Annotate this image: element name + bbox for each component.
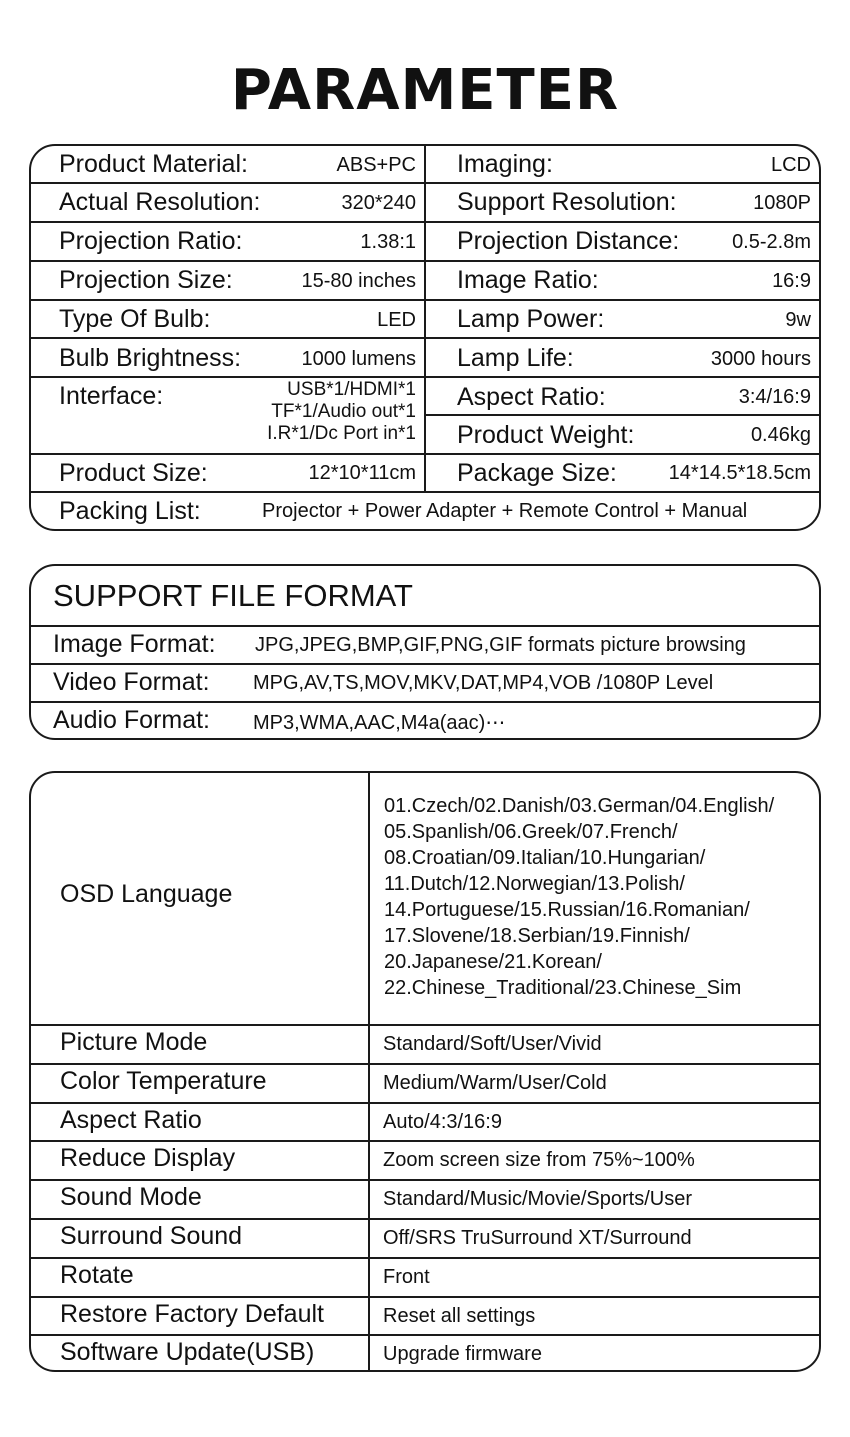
aspect-ratio-value: 3:4/16:9: [738, 386, 811, 408]
param-value: LCD: [770, 154, 811, 176]
param-label: Support Resolution:: [457, 188, 677, 216]
file-format-table: [29, 564, 821, 740]
row-divider: [31, 1218, 819, 1220]
parameter-table: [29, 144, 821, 531]
packing-list-label: Packing List:: [59, 497, 201, 525]
osd-setting-label: Color Temperature: [60, 1067, 267, 1095]
osd-setting-label: Surround Sound: [60, 1222, 243, 1250]
interface-line: TF*1/Audio out*1: [271, 401, 416, 422]
osd-setting-label: Software Update(USB): [60, 1338, 315, 1366]
param-label: Type Of Bulb:: [59, 305, 211, 333]
row-divider: [31, 1063, 819, 1065]
param-value: LED: [377, 309, 416, 331]
aspect-ratio-label: Aspect Ratio:: [457, 383, 606, 411]
osd-setting-value: Auto/4:3/16:9: [383, 1111, 502, 1133]
format-label: Audio Format:: [53, 706, 211, 734]
osd-setting-value: Standard/Soft/User/Vivid: [383, 1033, 602, 1055]
file-format-heading: SUPPORT FILE FORMAT: [53, 578, 413, 613]
param-label: Lamp Life:: [457, 344, 574, 372]
param-value: 1000 lumens: [301, 348, 416, 370]
osd-setting-value: Off/SRS TruSurround XT/Surround: [383, 1227, 692, 1249]
osd-setting-value: Front: [383, 1266, 430, 1288]
row-divider: [426, 414, 819, 416]
param-value: 15-80 inches: [301, 270, 416, 292]
row-divider: [31, 221, 819, 223]
row-divider: [31, 1024, 819, 1026]
osd-language-line: 01.Czech/02.Danish/03.German/04.English/: [384, 795, 775, 817]
osd-language-line: 11.Dutch/12.Norwegian/13.Polish/: [384, 873, 685, 895]
param-value: 1.38:1: [360, 231, 416, 253]
osd-setting-label: Restore Factory Default: [60, 1300, 324, 1328]
interface-label: Interface:: [59, 382, 164, 410]
param-value: ABS+PC: [336, 154, 416, 176]
package-size-label: Package Size:: [457, 459, 617, 487]
packing-list-value: Projector + Power Adapter + Remote Control + Manual: [262, 500, 748, 522]
param-label: Projection Size:: [59, 266, 233, 294]
osd-setting-value: Medium/Warm/User/Cold: [383, 1072, 607, 1094]
row-divider: [31, 299, 819, 301]
param-label: Projection Ratio:: [59, 227, 243, 255]
osd-setting-label: Reduce Display: [60, 1144, 236, 1172]
param-label: Image Ratio:: [457, 266, 599, 294]
interface-value: [267, 379, 416, 445]
osd-setting-label: Sound Mode: [60, 1183, 202, 1211]
row-divider: [31, 491, 819, 493]
page-title: PARAMETER: [230, 58, 620, 123]
row-divider: [31, 260, 819, 262]
param-label: Projection Distance:: [457, 227, 680, 255]
row-divider: [31, 1334, 819, 1336]
param-label: Actual Resolution:: [59, 188, 261, 216]
osd-language-label: OSD Language: [60, 880, 233, 908]
format-row-image: [31, 626, 819, 664]
row-divider: [31, 337, 819, 339]
osd-language-line: 05.Spanlish/06.Greek/07.French/: [384, 821, 678, 843]
product-weight-label: Product Weight:: [457, 421, 635, 449]
osd-language-line: 22.Chinese_Traditional/23.Chinese_Sim: [384, 977, 742, 999]
param-value: 3000 hours: [710, 348, 811, 370]
format-row-video: [31, 664, 819, 702]
osd-language-line: 08.Croatian/09.Italian/10.Hungarian/: [384, 847, 706, 869]
osd-language-line: 17.Slovene/18.Serbian/19.Finnish/: [384, 925, 690, 947]
osd-language-line: 20.Japanese/21.Korean/: [384, 951, 602, 973]
osd-setting-value: Upgrade firmware: [383, 1343, 542, 1365]
param-value: 16:9: [772, 270, 811, 292]
column-divider: [424, 146, 426, 491]
row-divider: [31, 1102, 819, 1104]
product-size-value: 12*10*11cm: [308, 462, 416, 484]
format-value: MPG,AV,TS,MOV,MKV,DAT,MP4,VOB /1080P Level: [253, 672, 714, 694]
interface-line: I.R*1/Dc Port in*1: [267, 423, 416, 444]
osd-setting-label: Aspect Ratio: [60, 1106, 202, 1134]
osd-setting-value: Standard/Music/Movie/Sports/User: [383, 1188, 693, 1210]
osd-setting-value: Reset all settings: [383, 1305, 536, 1327]
format-row-audio: [31, 702, 819, 740]
param-label: Product Material:: [59, 150, 248, 178]
format-value: JPG,JPEG,BMP,GIF,PNG,GIF formats picture browsing: [255, 634, 746, 656]
osd-settings-table: [29, 771, 821, 1372]
param-label: Imaging:: [457, 150, 553, 178]
param-value: 9w: [785, 309, 811, 331]
row-divider: [31, 453, 819, 455]
osd-setting-label: Picture Mode: [60, 1028, 208, 1056]
param-value: 1080P: [753, 192, 811, 214]
row-divider: [31, 1296, 819, 1298]
osd-language-line: 14.Portuguese/15.Russian/16.Romanian/: [384, 899, 750, 921]
package-size-value: 14*14.5*18.5cm: [668, 462, 811, 484]
format-label: Video Format:: [53, 668, 210, 696]
row-divider: [31, 376, 819, 378]
param-value: 0.5-2.8m: [732, 231, 811, 253]
row-divider: [31, 1140, 819, 1142]
osd-setting-label: Rotate: [60, 1261, 134, 1289]
product-size-label: Product Size:: [59, 459, 208, 487]
osd-setting-value: Zoom screen size from 75%~100%: [383, 1149, 695, 1171]
format-value: MP3,WMA,AAC,M4a(aac)⋯: [253, 712, 506, 734]
param-label: Bulb Brightness:: [59, 344, 242, 372]
row-divider: [31, 1257, 819, 1259]
param-label: Lamp Power:: [457, 305, 605, 333]
format-label: Image Format:: [53, 630, 216, 658]
product-weight-value: 0.46kg: [750, 424, 811, 446]
column-divider: [368, 773, 370, 1372]
row-divider: [31, 182, 819, 184]
interface-line: USB*1/HDMI*1: [287, 379, 416, 400]
row-divider: [31, 1179, 819, 1181]
param-value: 320*240: [341, 192, 416, 214]
